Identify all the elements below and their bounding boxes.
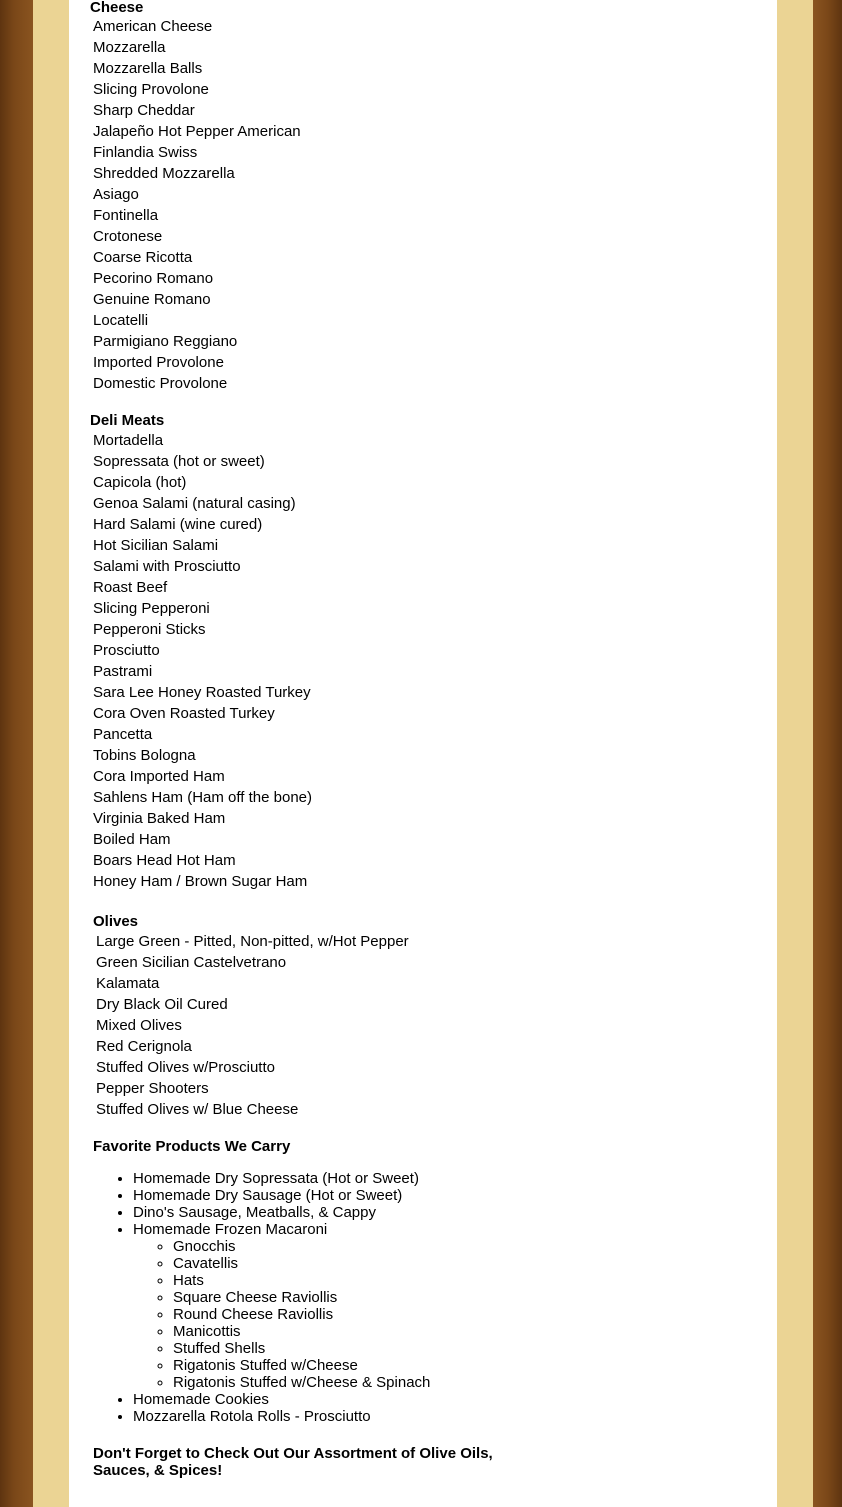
favorites-heading: Favorite Products We Carry	[93, 1138, 291, 1155]
deli-meat-item: Pepperoni Sticks	[93, 621, 206, 638]
olive-item: Mixed Olives	[96, 1017, 182, 1034]
macaroni-item: ◦ Cavatellis	[173, 1255, 430, 1272]
cheese-item: Sharp Cheddar	[93, 102, 195, 119]
content-panel	[69, 0, 777, 1507]
deli-meats-heading: Deli Meats	[90, 412, 165, 429]
cheese-item: Jalapeño Hot Pepper American	[93, 123, 301, 140]
olive-item: Dry Black Oil Cured	[96, 996, 228, 1013]
deli-meat-item: Roast Beef	[93, 579, 168, 596]
cheese-item: Finlandia Swiss	[93, 144, 198, 161]
favorite-product-item: • Homemade Dry Sausage (Hot or Sweet)	[133, 1187, 430, 1204]
macaroni-item: ◦ Hats	[173, 1272, 430, 1289]
cheese-item: Shredded Mozzarella	[93, 165, 235, 182]
deli-meat-item: Cora Oven Roasted Turkey	[93, 705, 275, 722]
deli-meat-item: Mortadella	[93, 432, 164, 449]
deli-meat-item: Sopressata (hot or sweet)	[93, 453, 265, 470]
favorite-product-item: • Homemade Cookies	[133, 1391, 430, 1408]
cheese-heading: Cheese	[90, 0, 144, 16]
deli-meat-item: Hot Sicilian Salami	[93, 537, 219, 554]
olive-oils-note: Don't Forget to Check Out Our Assortment of Olive Oils, Sauces, & Spices!	[93, 1445, 493, 1479]
cheese-item: Crotonese	[93, 228, 163, 245]
cheese-item: Fontinella	[93, 207, 159, 224]
deli-meat-item: Honey Ham / Brown Sugar Ham	[93, 873, 308, 890]
cheese-item: Slicing Provolone	[93, 81, 209, 98]
favorite-product-item: • Dino's Sausage, Meatballs, & Cappy	[133, 1204, 430, 1221]
olive-item: Pepper Shooters	[96, 1080, 209, 1097]
deli-meat-item: Tobins Bologna	[93, 747, 196, 764]
macaroni-item: ◦ Manicottis	[173, 1323, 430, 1340]
olives-heading: Olives	[93, 913, 139, 930]
cheese-list	[93, 16, 301, 394]
cheese-item: Coarse Ricotta	[93, 249, 193, 266]
deli-meat-item: Slicing Pepperoni	[93, 600, 210, 617]
deli-meat-item: Pancetta	[93, 726, 153, 743]
deli-meat-item: Genoa Salami (natural casing)	[93, 495, 296, 512]
macaroni-item: ◦ Rigatonis Stuffed w/Cheese	[173, 1357, 430, 1374]
cheese-item: Asiago	[93, 186, 139, 203]
olive-item: Red Cerignola	[96, 1038, 192, 1055]
macaroni-item: ◦ Stuffed Shells	[173, 1340, 430, 1357]
cheese-item: Locatelli	[93, 312, 149, 329]
cheese-item: Mozzarella	[93, 39, 166, 56]
macaroni-item: ◦ Square Cheese Raviollis	[173, 1289, 430, 1306]
olive-item: Stuffed Olives w/Prosciutto	[96, 1059, 275, 1076]
deli-meat-item: Prosciutto	[93, 642, 160, 659]
macaroni-item: ◦ Gnocchis	[173, 1238, 430, 1255]
macaroni-item: ◦ Round Cheese Raviollis	[173, 1306, 430, 1323]
cheese-item: Domestic Provolone	[93, 375, 228, 392]
cheese-item: Mozzarella Balls	[93, 60, 203, 77]
olive-item: Green Sicilian Castelvetrano	[96, 954, 287, 971]
macaroni-item: ◦ Rigatonis Stuffed w/Cheese & Spinach	[173, 1374, 430, 1391]
favorite-product-item: • Mozzarella Rotola Rolls - Prosciutto	[133, 1408, 430, 1425]
deli-meat-item: Virginia Baked Ham	[93, 810, 226, 827]
cheese-item: Pecorino Romano	[93, 270, 214, 287]
cheese-item: Parmigiano Reggiano	[93, 333, 238, 350]
deli-meat-item: Sahlens Ham (Ham off the bone)	[93, 789, 313, 806]
deli-meat-item: Capicola (hot)	[93, 474, 187, 491]
deli-meat-item: Salami with Prosciutto	[93, 558, 241, 575]
deli-meat-item: Sara Lee Honey Roasted Turkey	[93, 684, 311, 701]
deli-meat-item: Hard Salami (wine cured)	[93, 516, 263, 533]
deli-meat-item: Pastrami	[93, 663, 153, 680]
frozen-macaroni-list	[133, 1238, 430, 1391]
favorite-product-item: • Homemade Frozen Macaroni ◦ Gnocchis ◦ Cavatellis ◦ Hats ◦ Square Cheese Raviollis ◦ Round Cheese Raviollis ◦ Manicottis ◦ Stuffed Shells ◦ Rigatonis Stuffed w/Cheese ◦ Rigatonis Stuffed w/Cheese & Spinach	[133, 1221, 430, 1391]
olive-item: Kalamata	[96, 975, 160, 992]
cheese-item: Imported Provolone	[93, 354, 224, 371]
favorites-list	[93, 1170, 430, 1425]
deli-meat-item: Cora Imported Ham	[93, 768, 225, 785]
deli-meats-list	[93, 430, 312, 892]
olive-item: Stuffed Olives w/ Blue Cheese	[96, 1101, 299, 1118]
olives-list	[96, 931, 409, 1120]
cheese-item: American Cheese	[93, 18, 213, 35]
favorite-product-item: • Homemade Dry Sopressata (Hot or Sweet)	[133, 1170, 430, 1187]
cheese-item: Genuine Romano	[93, 291, 211, 308]
olive-item: Large Green - Pitted, Non-pitted, w/Hot Pepper	[96, 933, 409, 950]
deli-meat-item: Boars Head Hot Ham	[93, 852, 236, 869]
deli-meat-item: Boiled Ham	[93, 831, 171, 848]
